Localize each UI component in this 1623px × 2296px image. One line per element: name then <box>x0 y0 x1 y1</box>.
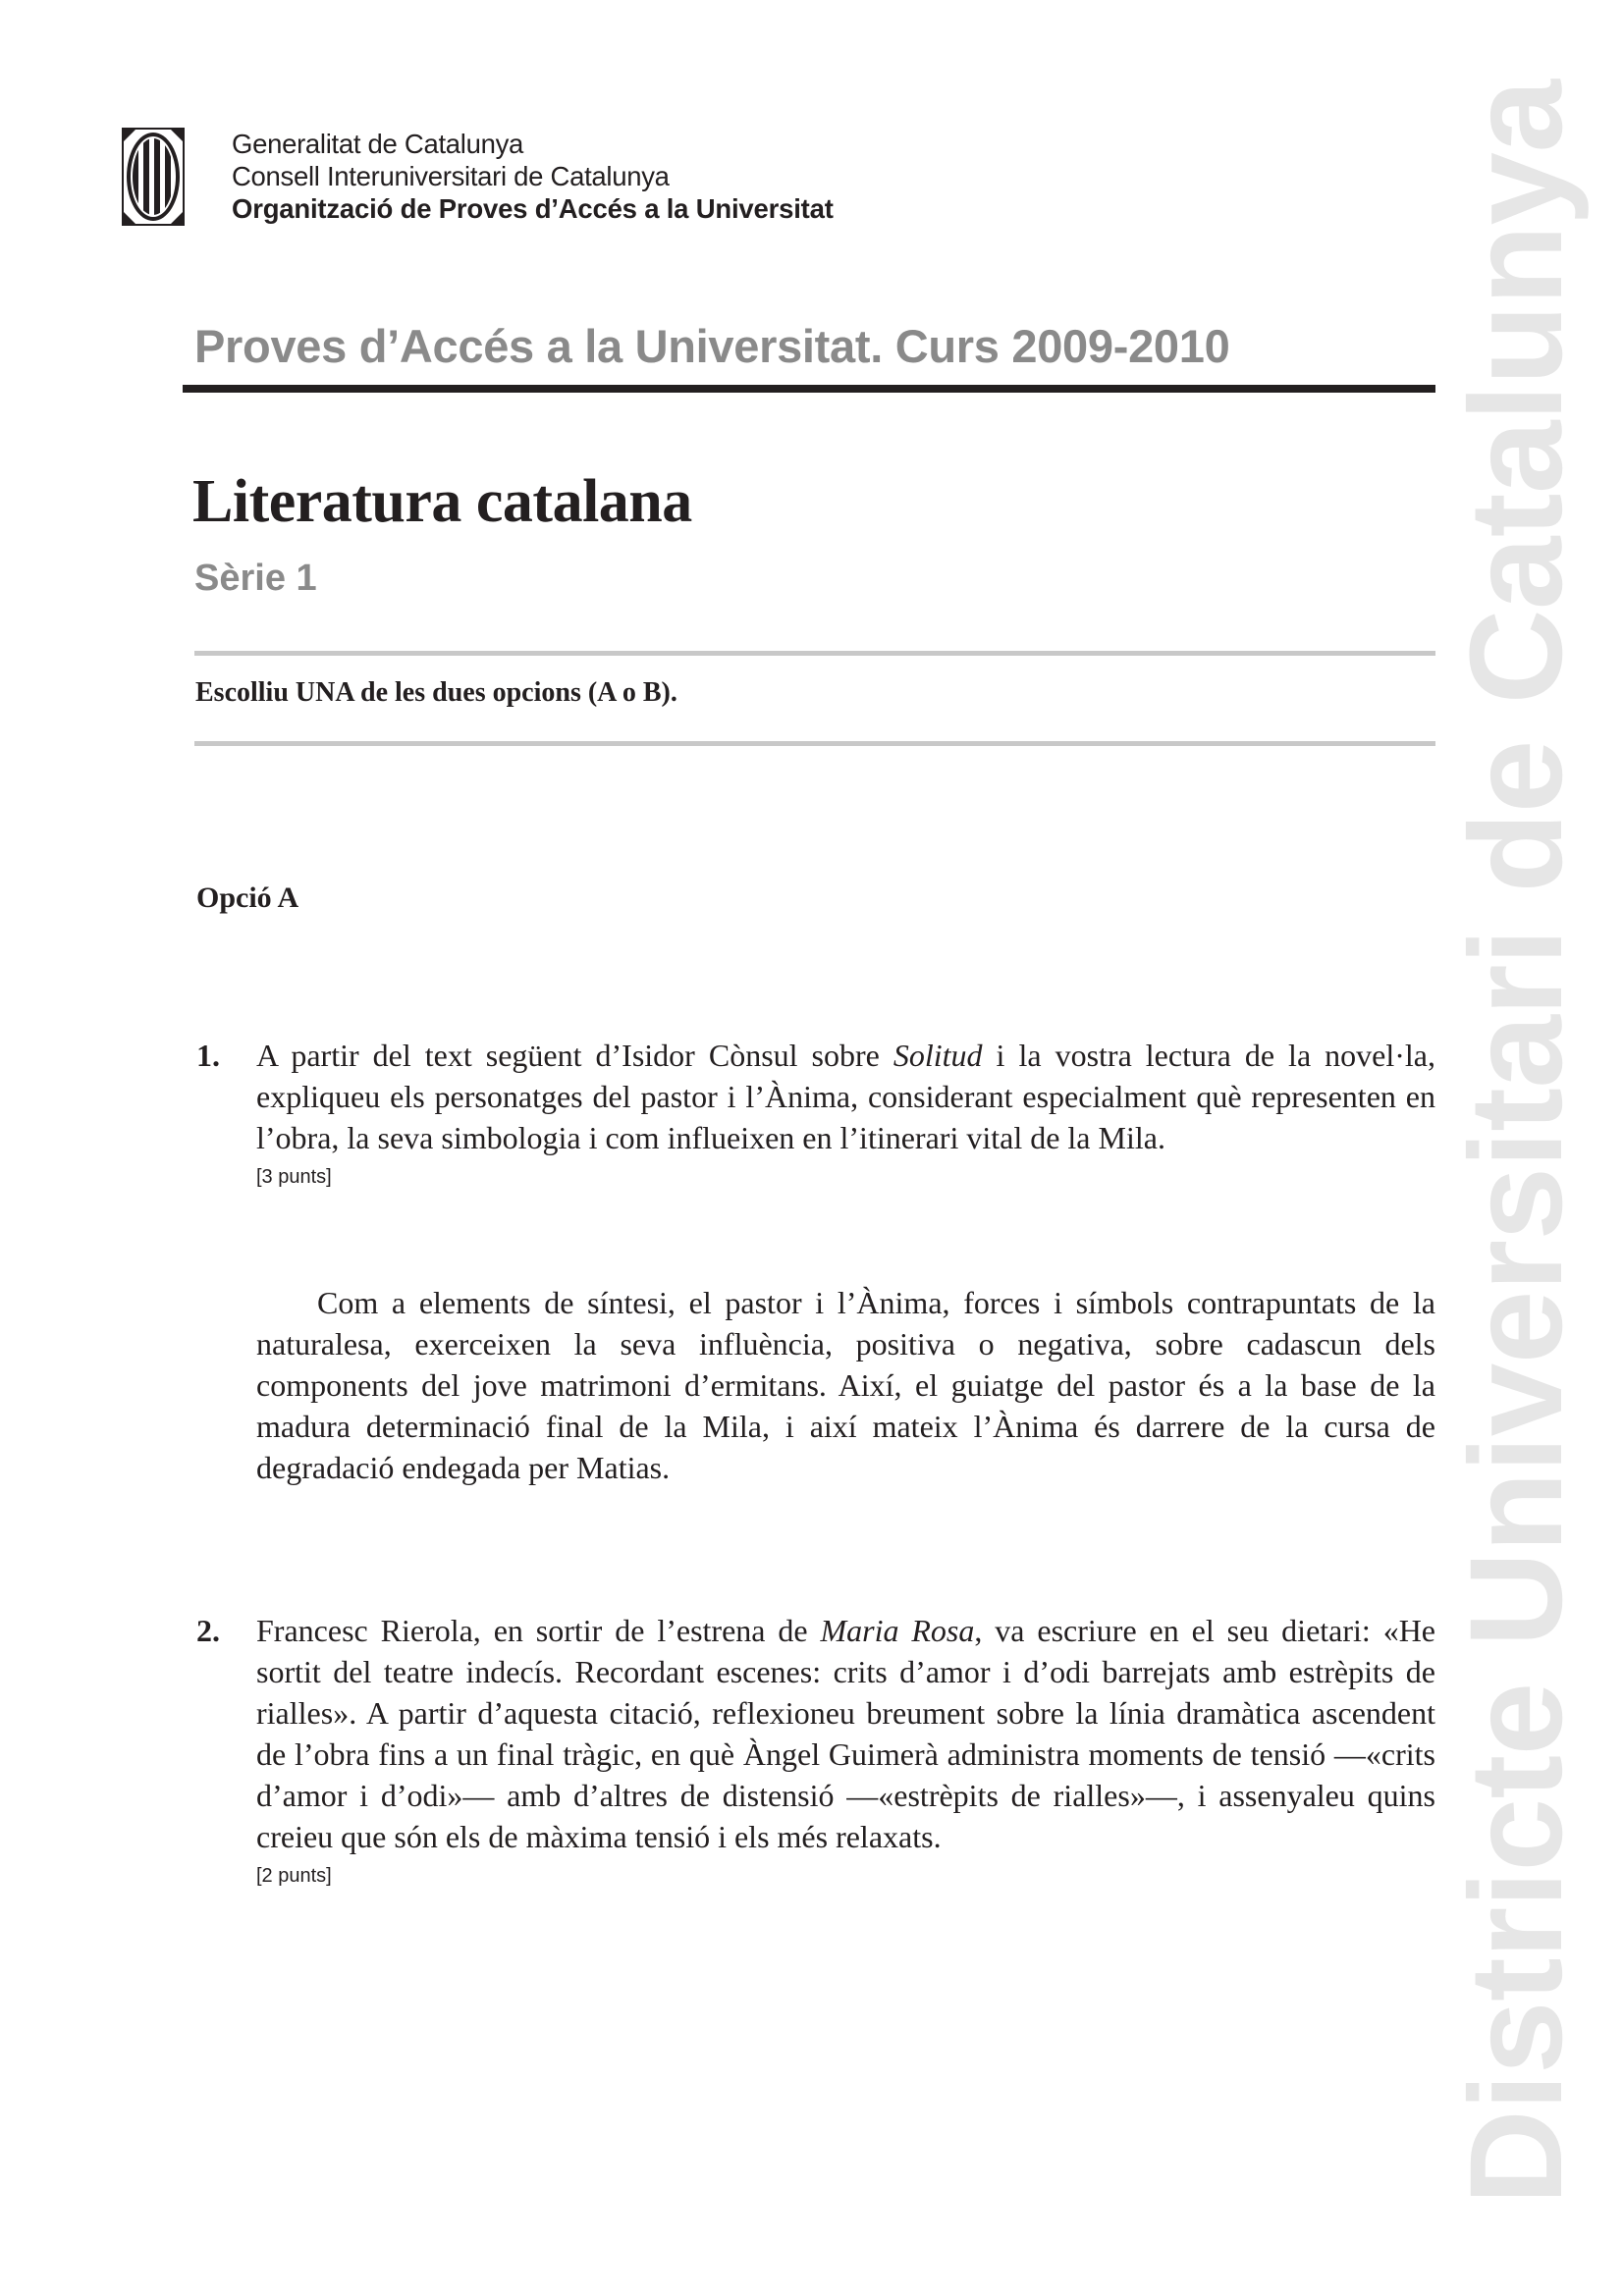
instructions-bottom-divider <box>194 741 1435 746</box>
question-points: [3 punts] <box>256 1166 332 1188</box>
district-watermark: Districte Universitari de Catalunya <box>1443 80 1590 2205</box>
series-label: Sèrie 1 <box>194 558 317 599</box>
question-2 <box>196 1610 1435 1889</box>
title-divider <box>183 385 1435 393</box>
quoted-passage: Com a elements de síntesi, el pastor i l’Ànima, forces i símbols contrapuntats de la naturalesa, exerceixen la seva influència, positiva o negativa, sobre cadascun dels components del jove matrimoni d’ermitans. Així, el guiatge del pastor és a la base de la madura determinació final de la Mila, i així mateix l’Ànima és darrere de la cursa de degradació endegada per Matias. <box>256 1285 1435 1485</box>
exam-title: Proves d’Accés a la Universitat. Curs 2009-2010 <box>194 320 1230 372</box>
question-text: Francesc Rierola, en sortir de l’estrena de Maria Rosa, va escriure en el seu dietari: «He sortit del teatre indecís. Recordant escenes: crits d’amor i d’odi barrejats amb estrèpits de rialles». A partir d’aquesta citació, reflexioneu breument sobre la línia dramàtica ascendent de l’obra fins a un final tràgic, en què Àngel Guimerà administra moments de tensió —«crits d’amor i d’odi»— amb d’altres de distensió —«estrèpits de rialles»—, i assenyaleu quins creieu que són els de màxima tensió i els més relaxats. <box>256 1613 1436 1854</box>
generalitat-shield-icon <box>122 128 185 226</box>
work-title: Maria Rosa <box>820 1613 975 1648</box>
organization-header <box>232 128 834 225</box>
work-title: Solitud <box>893 1038 983 1073</box>
question-text: A partir del text següent d’Isidor Cònsul sobre Solitud i la vostra lectura de la novel·la, expliqueu els personatges del pastor i l’Ànima, considerant especialment què representen en l’obra, la seva simbologia i com influeixen en l’itinerari vital de la Mila. <box>256 1038 1436 1155</box>
option-heading: Opció A <box>196 881 299 914</box>
subject-title: Literatura catalana <box>192 468 692 535</box>
org-line-generalitat: Generalitat de Catalunya <box>232 129 524 159</box>
question-1 <box>196 1035 1435 1190</box>
instructions-top-divider <box>194 651 1435 656</box>
org-line-organitzacio: Organització de Proves d’Accés a la Universitat <box>232 193 834 224</box>
question-points: [2 punts] <box>256 1865 332 1887</box>
instructions-text: Escolliu UNA de les dues opcions (A o B). <box>195 677 677 708</box>
question-number: 1. <box>196 1038 220 1073</box>
org-line-consell: Consell Interuniversitari de Catalunya <box>232 161 670 191</box>
question-number: 2. <box>196 1613 220 1648</box>
